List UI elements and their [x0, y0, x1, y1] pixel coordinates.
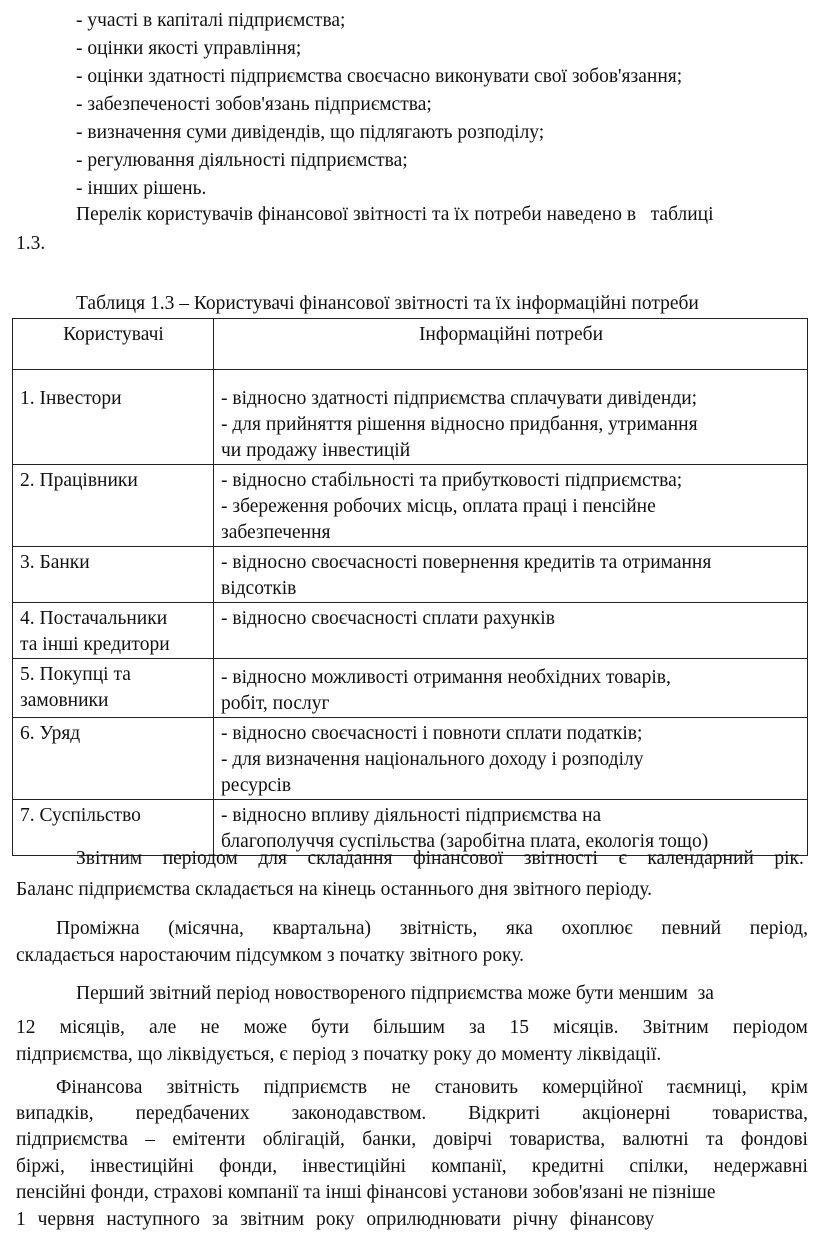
- need-line: - відносно своєчасності повернення кредитів та отримання: [221, 552, 712, 573]
- word: недержавні: [713, 1156, 808, 1177]
- user-name: 6. Уряд: [20, 723, 81, 744]
- list-item: - інших рішень.: [76, 178, 207, 199]
- word: Звітним: [76, 848, 143, 869]
- word: яка: [506, 918, 533, 939]
- table-row: [13, 370, 808, 465]
- word: спілки,: [629, 1156, 689, 1177]
- list-item: - визначення суми дивідендів, що підлягають розподілу;: [76, 122, 545, 143]
- user-name: 7. Суспільство: [20, 805, 141, 826]
- paragraph-line: 1 червня наступного за звітним року оприлюднювати річну фінансову: [16, 1209, 655, 1230]
- user-name: замовники: [20, 690, 109, 711]
- paragraph-line: підприємства, що ліквідується, є період з початку року до моменту ліквідації.: [16, 1044, 662, 1065]
- word: передбачених: [135, 1103, 250, 1124]
- word: –: [145, 1129, 156, 1150]
- list-item: - участі в капіталі підприємства;: [76, 10, 346, 31]
- word: періодом: [162, 848, 238, 869]
- needs-cell: [214, 718, 808, 800]
- need-line: чи продажу інвестицій: [221, 440, 411, 461]
- paragraph-line: [16, 1128, 808, 1152]
- word: комерційної: [542, 1077, 643, 1098]
- word: певний: [661, 918, 722, 939]
- word: календарний: [647, 848, 754, 869]
- word: може: [243, 1017, 288, 1038]
- paragraph-line: [76, 847, 804, 871]
- word: Фінансова: [56, 1077, 143, 1098]
- user-name: 2. Працівники: [20, 470, 138, 491]
- word: підприємства: [16, 1129, 128, 1150]
- header-needs: Інформаційні потреби: [418, 324, 604, 345]
- word: становить: [434, 1077, 519, 1098]
- user-cell: [13, 547, 214, 603]
- table-row: [13, 547, 808, 603]
- word: банки,: [362, 1129, 417, 1150]
- word: не: [200, 1017, 220, 1038]
- word: фонди,: [219, 1156, 278, 1177]
- need-line: - відносно своєчасності і повноти сплати податків;: [221, 723, 643, 744]
- word: інвестиційні: [90, 1156, 194, 1177]
- list-item: - оцінки якості управління;: [76, 38, 302, 59]
- intro-line: 1.3.: [16, 233, 46, 254]
- word: біржі,: [16, 1156, 65, 1177]
- user-name: 1. Інвестори: [20, 388, 122, 409]
- paragraph-line: Перший звітний період новоствореного підприємства може бути меншим за: [76, 983, 714, 1004]
- paragraph-line: складається наростаючим підсумком з початку звітного року.: [16, 945, 524, 966]
- word: товариства,: [712, 1103, 808, 1124]
- word: емітенти: [172, 1129, 246, 1150]
- table-row: [13, 718, 808, 800]
- word: є: [618, 848, 627, 869]
- word: звітність,: [399, 918, 478, 939]
- need-line: - відносно своєчасності сплати рахунків: [221, 608, 555, 629]
- word: фінансової: [412, 848, 504, 869]
- word: довірчі: [433, 1129, 493, 1150]
- needs-cell: [214, 547, 808, 603]
- need-line: - для прийняття рішення відносно придбання, утримання: [221, 414, 698, 435]
- user-cell: [13, 370, 214, 465]
- word: валютні: [622, 1129, 689, 1150]
- word: (місячна,: [168, 918, 244, 939]
- table-caption: Таблиця 1.3 – Користувачі фінансової звітності та їх інформаційні потреби: [76, 293, 699, 314]
- user-name: та інші кредитори: [20, 634, 170, 655]
- word: крім: [770, 1077, 808, 1098]
- paragraph-line: пенсійні фонди, страхові компанії та інші фінансові установи зобов'язані не пізніше: [16, 1182, 716, 1203]
- word: товариства,: [509, 1129, 606, 1150]
- needs-cell: [214, 465, 808, 547]
- user-cell: [13, 465, 214, 547]
- header-users: Користувачі: [63, 324, 164, 345]
- paragraph-line: [56, 1076, 808, 1100]
- word: бути: [311, 1017, 350, 1038]
- need-line: - відносно впливу діяльності підприємства на: [221, 805, 602, 826]
- user-cell: [13, 659, 214, 718]
- word: квартальна): [272, 918, 371, 939]
- word: Проміжна: [56, 918, 140, 939]
- header-cell-needs: [214, 319, 808, 370]
- need-line: забезпечення: [221, 522, 331, 543]
- user-cell: [13, 718, 214, 800]
- word: фондові: [740, 1129, 808, 1150]
- needs-cell: [214, 603, 808, 659]
- need-line: - відносно стабільності та прибутковості підприємства;: [221, 470, 683, 491]
- need-line: робіт, послуг: [221, 693, 330, 714]
- paragraph-line: [16, 1155, 808, 1179]
- users-table: [12, 318, 808, 856]
- word: але: [149, 1017, 177, 1038]
- need-line: - відносно здатності підприємства сплачувати дивіденди;: [221, 388, 698, 409]
- intro-line: Перелік користувачів фінансової звітності та їх потреби наведено в таблиці: [76, 204, 714, 225]
- table-row: [13, 465, 808, 547]
- paragraph-line: Баланс підприємства складається на кінець останнього дня звітного періоду.: [16, 879, 653, 900]
- user-name: 5. Покупці та: [20, 664, 131, 685]
- need-line: - збереження робочих місць, оплата праці і пенсійне: [221, 496, 656, 517]
- need-line: благополуччя суспільства (заробітна плата, екологія тощо): [221, 831, 709, 852]
- table-header-row: [13, 319, 808, 370]
- word: облігацій,: [262, 1129, 345, 1150]
- table-row: [13, 603, 808, 659]
- paragraph-line: [16, 1016, 808, 1040]
- needs-cell: [214, 659, 808, 718]
- word: для: [258, 848, 287, 869]
- needs-cell: [214, 370, 808, 465]
- need-line: - для визначення національного доходу і розподілу: [221, 749, 644, 770]
- word: звітність: [166, 1077, 240, 1098]
- word: кредитні: [531, 1156, 605, 1177]
- word: 15: [509, 1017, 530, 1038]
- word: більшим: [373, 1017, 445, 1038]
- list-item: - забезпеченості зобов'язань підприємства;: [76, 94, 432, 115]
- word: інвестиційні: [302, 1156, 407, 1177]
- need-line: - відносно можливості отримання необхідних товарів,: [221, 667, 671, 688]
- user-name: 4. Постачальники: [20, 608, 168, 629]
- word: таємниці,: [666, 1077, 747, 1098]
- word: підприємств: [263, 1077, 368, 1098]
- word: компанії,: [431, 1156, 507, 1177]
- list-item: - регулювання діяльності підприємства;: [76, 150, 408, 171]
- word: місяців.: [553, 1017, 619, 1038]
- list-item: - оцінки здатності підприємства своєчасно виконувати свої зобов'язання;: [76, 66, 683, 87]
- word: місяців,: [59, 1017, 125, 1038]
- word: охоплює: [561, 918, 633, 939]
- header-cell-users: [13, 319, 214, 370]
- word: складання: [307, 848, 393, 869]
- word: законодавством.: [291, 1103, 427, 1124]
- word: рік.: [774, 848, 804, 869]
- word: 12: [16, 1017, 36, 1038]
- paragraph-line: [16, 1102, 808, 1126]
- user-name: 3. Банки: [20, 552, 90, 573]
- table-row: [13, 659, 808, 718]
- word: звітності: [523, 848, 598, 869]
- need-line: відсотків: [221, 578, 297, 599]
- word: Відкриті: [468, 1103, 541, 1124]
- word: періодом: [732, 1017, 808, 1038]
- word: за: [469, 1017, 486, 1038]
- word: не: [391, 1077, 411, 1098]
- word: акціонерні: [582, 1103, 671, 1124]
- paragraph-line: [56, 917, 808, 941]
- need-line: ресурсів: [221, 775, 292, 796]
- word: та: [706, 1129, 724, 1150]
- word: випадків,: [16, 1103, 94, 1124]
- word: період,: [749, 918, 808, 939]
- word: Звітним: [642, 1017, 709, 1038]
- user-cell: [13, 603, 214, 659]
